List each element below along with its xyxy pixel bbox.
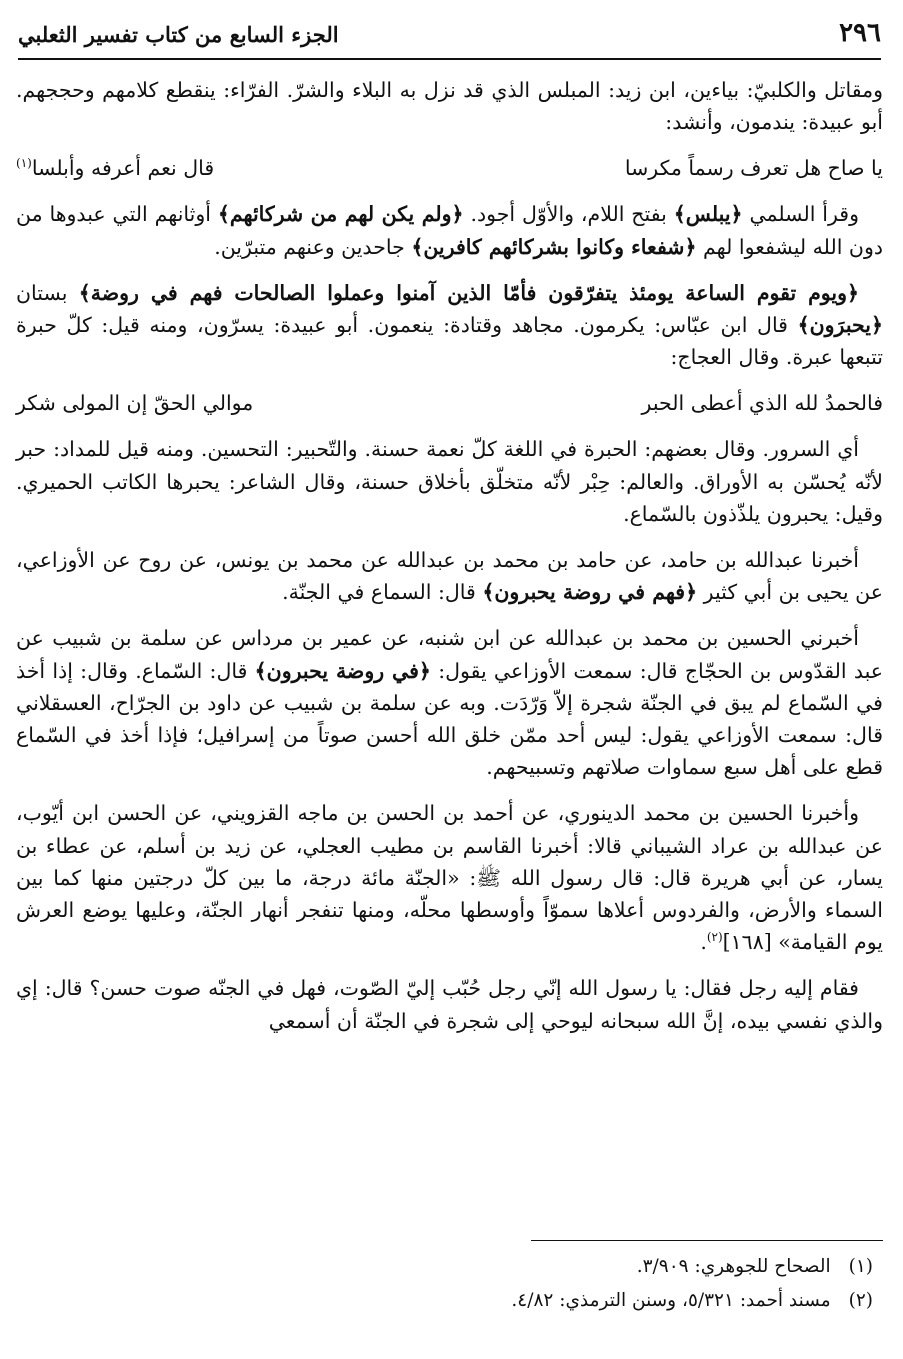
footnote-text: الصحاح للجوهري: ٣/٩٠٩. (636, 1256, 831, 1277)
quran-quote: ﴿ويوم تقوم الساعة يومئذ يتفرّقون فأمّا الذين آمنوا وعملوا الصالحات فهم في روضة﴾ (78, 280, 859, 305)
verse-hemistich-left: موالي الحقّ إن المولى شكر (16, 391, 254, 416)
poetry-verse (16, 152, 883, 184)
page-header (18, 14, 881, 60)
text-run: وقرأ السلمي (742, 202, 859, 227)
quran-quote: ﴿ولم يكن لهم من شركائهم﴾ (217, 202, 464, 227)
poetry-verse (16, 387, 883, 419)
quran-quote: ﴿يحبرَون﴾ (797, 313, 883, 338)
text-run: قال ابن عبّاس: يكرمون. مجاهد وقتادة: ينعمون. أبو عبيدة: يسرّون، ومنه قيل: كلّ حبرة تتبعها عبرة. وقال العجاج: (16, 313, 883, 370)
text-run: أخبرنا عبدالله بن حامد، عن حامد بن محمد بن عبدالله عن محمد بن يونس، عن روح عن الأوزاعي، عن يحيى بن أبي كثير (16, 548, 883, 605)
paragraph (16, 797, 883, 958)
quran-quote: ﴿في روضة يحبرون﴾ (254, 658, 431, 683)
main-text (16, 74, 883, 1051)
text-run: قال: السماع في الجنّة. (282, 580, 483, 605)
paragraph (16, 544, 883, 608)
verse-hemistich-right: فالحمدُ لله الذي أعطى الحبر (641, 391, 883, 416)
text-run: وأخبرنا الحسين بن محمد الدينوري، عن أحمد بن الحسن بن ماجه القزويني، عن الحسن ابن أيّوب، عن عبدالله بن عراد الشيباني قالا: أخبرنا القاسم بن مطيب العجلي، عن زيد بن أسلم، عن عطاء بن يسار، عن أبي هريرة قال: قال رسول الله ﷺ: «الجنّة مائة درجة، ما بين كلّ درجتين منها كما بين السماء والأرض، والفردوس أعلاها سموّاً وأوسطها محلّه، ومنها تنفجر أنهار الجنّة، وعليها يوضع العرش يوم القيامة» [١٦٨] (16, 801, 883, 955)
paragraph: فقام إليه رجل فقال: يا رسول الله إنّي رجل حُبّب إليّ الصّوت، فهل في الجنّه صوت حسن؟ قال: إي والذي نفسي بيده، إنَّ الله سبحانه ليوحي إلى شجرة في الجنّة أن أسمعي (16, 976, 883, 1033)
paragraph (16, 277, 883, 374)
verse-hemistich-left (16, 152, 214, 184)
text-run: أوثانهم التي عبدوها من دون الله ليشفعوا لهم (16, 202, 883, 259)
text-run: . (700, 930, 707, 955)
footnote-separator (531, 1240, 883, 1241)
text-run: قال: السّماع. وقال: إذا أخذ في السّماع لم يبق في الجنّة شجرة إلاّ وَرّدَت. وبه عن سلمة بن شبيب عن داود بن الجرّاح، العسقلاني قال: سمعت الأوزاعي يقول: ليس أحد ممّن خلق الله أحسن صوتاً من إسرافيل؛ فإذا أخذ في السّماع قطع على أهل سبع سماوات صلاتهم وتسبيحهم. (16, 658, 883, 780)
footnote-ref: (١) (16, 156, 32, 171)
footnote (300, 1250, 873, 1284)
verse-hemistich-right: يا صاح هل تعرف رسماً مكرسا (624, 156, 883, 181)
quran-quote: ﴿شفعاء وكانوا بشركائهم كافرين﴾ (411, 234, 697, 259)
page-number: ٢٩٦ (839, 18, 881, 48)
footnote-mark: (٢) (848, 1290, 873, 1311)
paragraph (16, 198, 883, 262)
paragraph: أي السرور. وقال بعضهم: الحبرة في اللغة كلّ نعمة حسنة. والتّحبير: التحسين. ومنه قيل للمداد: حبر لأنّه يُحسّن به الأوراق. والعالم: حِبْر لأنّه متخلّق بأخلاق حسنة، وقال الشاعر: يحبرها الكاتب الحميري. وقيل: يحبرون يلذّذون بالسّماع. (16, 437, 883, 526)
footnote (300, 1284, 873, 1318)
verse-hemistich-text: قال نعم أعرفه وأبلسا (31, 156, 215, 181)
footnote-ref: (٢) (706, 930, 723, 945)
quran-quote: ﴿يبلس﴾ (673, 202, 743, 227)
paragraph: ومقاتل والكلبيّ: بياءين، ابن زيد: المبلس الذي قد نزل به البلاء والشرّ. الفرّاء: ينقطع كلامهم وحججهم. أبو عبيدة: يندمون، وأنشد: (16, 78, 883, 135)
text-run: أخبرني الحسين بن محمد بن عبدالله عن ابن شنبه، عن عمير بن مرداس عن سلمة بن شبيب عن عبد القدّوس بن الحجّاج قال: سمعت الأوزاعي يقول: (16, 626, 883, 683)
text-run: بستان (16, 280, 79, 305)
quran-quote: ﴿فهم في روضة يحبرون﴾ (482, 580, 698, 605)
text-run: جاحدين وعنهم متبرّين. (214, 234, 412, 259)
footnote-mark: (١) (848, 1256, 873, 1277)
footnote-text: مسند أحمد: ٥/٣٢١، وسنن الترمذي: ٤/٨٢. (511, 1290, 831, 1311)
footnotes (300, 1250, 873, 1318)
paragraph (16, 622, 883, 783)
running-title: الجزء السابع من كتاب تفسير الثعلبي (18, 22, 339, 47)
text-run: بفتح اللام، والأوّل أجود. (463, 202, 674, 227)
